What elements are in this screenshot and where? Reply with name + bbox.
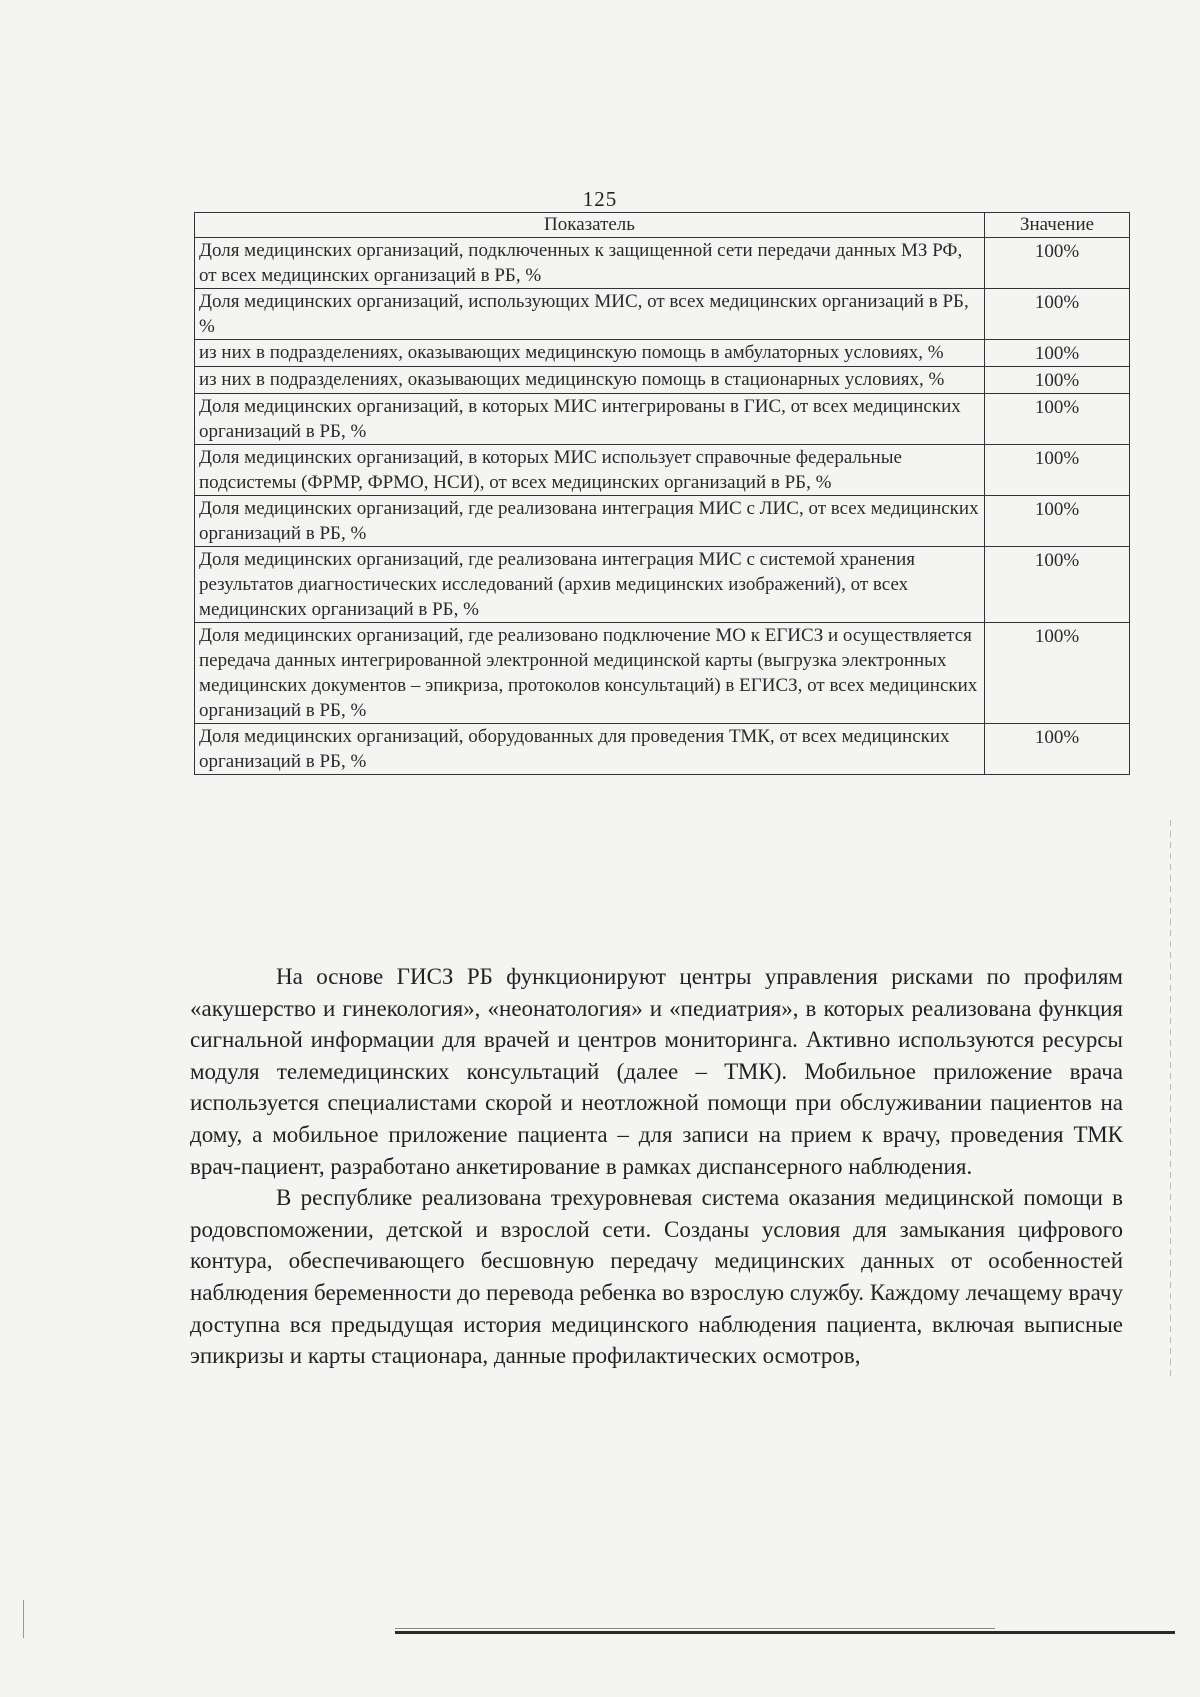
table-row	[195, 623, 1130, 724]
value-cell: 100%	[985, 623, 1130, 724]
column-header-indicator: Показатель	[195, 213, 985, 238]
scan-margin-mark	[23, 1600, 24, 1638]
paragraph-risk-centers: На основе ГИСЗ РБ функционируют центры управления рисками по профилям «акушерство и гинекология», «неонатология» и «педиатрия», в которых реализована функция сигнальной информации для врачей и центров мониторинга. Активно используются ресурсы модуля телемедицинских консультаций (далее – ТМК). Мобильное приложение врача используется специалистами скорой и неотложной помощи при обслуживании пациентов на дому, а мобильное приложение пациента – для записи на прием к врачу, проведения ТМК врач-пациент, разработано анкетирование в рамках диспансерного наблюдения.	[190, 964, 1123, 1179]
body-text	[190, 961, 1123, 1372]
footer-rule	[395, 1631, 1175, 1634]
indicator-cell: из них в подразделениях, оказывающих медицинскую помощь в стационарных условиях, %	[195, 367, 985, 394]
value-cell: 100%	[985, 724, 1130, 775]
indicator-cell: Доля медицинских организаций, оборудованных для проведения ТМК, от всех медицинских организаций в РБ, %	[195, 724, 985, 775]
value-cell: 100%	[985, 367, 1130, 394]
indicator-cell: Доля медицинских организаций, в которых МИС использует справочные федеральные подсистемы (ФРМР, ФРМО, НСИ), от всех медицинских организаций в РБ, %	[195, 445, 985, 496]
table-row	[195, 547, 1130, 623]
value-cell: 100%	[985, 340, 1130, 367]
value-cell: 100%	[985, 289, 1130, 340]
table-row	[195, 367, 1130, 394]
table-header-row	[195, 213, 1130, 238]
indicator-cell: Доля медицинских организаций, использующих МИС, от всех медицинских организаций в РБ, %	[195, 289, 985, 340]
indicator-cell: из них в подразделениях, оказывающих медицинскую помощь в амбулаторных условиях, %	[195, 340, 985, 367]
indicator-cell: Доля медицинских организаций, подключенных к защищенной сети передачи данных МЗ РФ, от всех медицинских организаций в РБ, %	[195, 238, 985, 289]
footer-rule-thin	[395, 1628, 995, 1629]
paragraph-three-level-system: В республике реализована трехуровневая система оказания медицинской помощи в родовспоможении, детской и взрослой сети. Созданы условия для замыкания цифрового контура, обеспечивающего бесшовную передачу медицинских данных от особенностей наблюдения беременности до перевода ребенка во взрослую службу. Каждому лечащему врачу доступна вся предыдущая история медицинского наблюдения пациента, включая выписные эпикризы и карты стационара, данные профилактических осмотров,	[190, 1185, 1123, 1369]
table-row	[195, 496, 1130, 547]
indicators-table	[194, 212, 1130, 775]
table-row	[195, 238, 1130, 289]
table-row	[195, 445, 1130, 496]
value-cell: 100%	[985, 496, 1130, 547]
value-cell: 100%	[985, 238, 1130, 289]
page-number: 125	[582, 187, 618, 211]
table-row	[195, 394, 1130, 445]
indicator-cell: Доля медицинских организаций, в которых МИС интегрированы в ГИС, от всех медицинских организаций в РБ, %	[195, 394, 985, 445]
value-cell: 100%	[985, 547, 1130, 623]
value-cell: 100%	[985, 394, 1130, 445]
value-cell: 100%	[985, 445, 1130, 496]
table-row	[195, 289, 1130, 340]
column-header-value: Значение	[985, 213, 1130, 238]
indicator-cell: Доля медицинских организаций, где реализована интеграция МИС с системой хранения результатов диагностических исследований (архив медицинских изображений), от всех медицинских организаций в РБ, %	[195, 547, 985, 623]
table-row	[195, 724, 1130, 775]
table-row	[195, 340, 1130, 367]
scan-right-edge	[1170, 820, 1171, 1380]
indicator-cell: Доля медицинских организаций, где реализована интеграция МИС с ЛИС, от всех медицинских организаций в РБ, %	[195, 496, 985, 547]
indicator-cell: Доля медицинских организаций, где реализовано подключение МО к ЕГИСЗ и осуществляется передача данных интегрированной электронной медицинской карты (выгрузка электронных медицинских документов – эпикриза, протоколов консультаций) в ЕГИСЗ, от всех медицинских организаций в РБ, %	[195, 623, 985, 724]
